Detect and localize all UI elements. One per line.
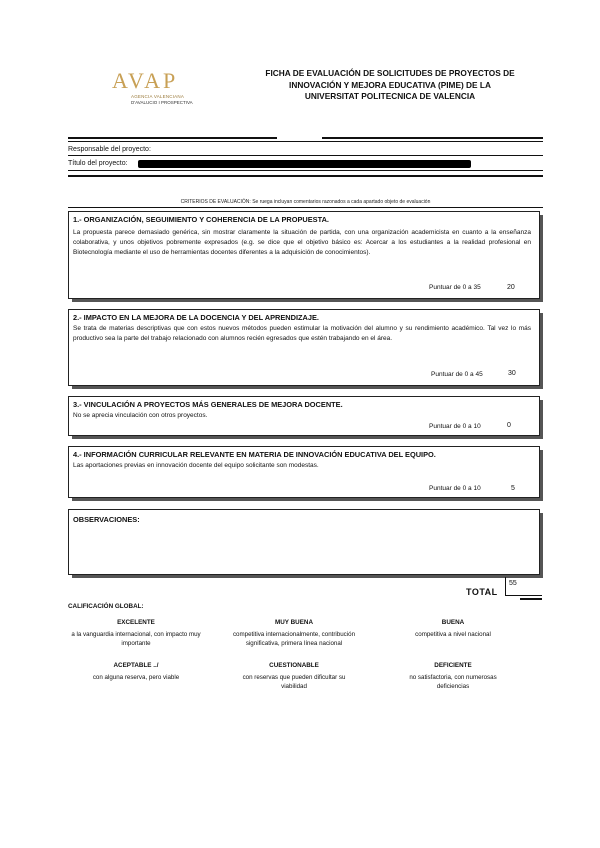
score-value[interactable]: 20 xyxy=(507,284,515,291)
grade-description: no satisfactoria, con numerosas deficiencias xyxy=(409,674,497,690)
criterios-note: CRITERIOS DE EVALUACIÓN: Se ruega incluyan comentarios razonados a cada apartado objeto de evaluación xyxy=(180,199,431,205)
responsable-label: Responsable del proyecto: xyxy=(68,146,151,153)
score-label: Puntuar de 0 a 45 xyxy=(431,371,483,378)
grade-name: ACEPTABLE ../ xyxy=(113,662,159,669)
section-vinculacion xyxy=(68,396,540,436)
logo-agency-subtitle: D'AVALUCIO I PROSPECTIVA xyxy=(131,100,193,105)
divider xyxy=(68,137,277,139)
grade-muy-buena[interactable] xyxy=(214,619,374,648)
section-title: 1.- ORGANIZACIÓN, SEGUIMIENTO Y COHERENCIA DE LA PROPUESTA. xyxy=(73,215,329,224)
total-label: TOTAL xyxy=(466,587,498,597)
logo-agency-name: AGENCIA VALENCIANA xyxy=(131,94,185,99)
grade-buena[interactable] xyxy=(373,619,533,640)
grade-description: competitiva internacionalmente, contribución significativa, primera línea nacional xyxy=(232,631,356,647)
grade-description: a la vanguardia internacional, con impacto muy importante xyxy=(71,631,201,647)
section-title: 3.- VINCULACIÓN A PROYECTOS MÁS GENERALES DE MEJORA DOCENTE. xyxy=(73,400,343,409)
section-comment: La propuesta parece demasiado genérica, sin mostrar claramente la situación de partida, con una organización academicista en cuanto a la enseñanza colaborativa, y unos objetivos pobremente expresados (e.g. se dice que el objetivo básico es: Acercar a los estudiantes a la realidad profesional en Biotecnología mediante el uso de herramientas docentes diferentes a la adquisición de conocimientos). xyxy=(73,229,531,256)
calificacion-title: CALIFICACIÓN GLOBAL: xyxy=(68,603,144,610)
grade-description: competitiva a nivel nacional xyxy=(415,631,491,638)
grade-aceptable[interactable] xyxy=(56,662,216,683)
score-label: Puntuar de 0 a 10 xyxy=(429,423,481,430)
section-comment: No se aprecia vinculación con otros proyectos. xyxy=(73,412,208,419)
document-title xyxy=(240,68,540,103)
grade-name: BUENA xyxy=(441,619,465,626)
titulo-label: Título del proyecto: xyxy=(68,160,128,167)
section-comment: Se trata de materias descriptivas que con estos nuevos métodos pueden estimular la motivación del alumno y su rendimiento académico. Tal vez lo más productivo sea la parte del trabajo relacionado con alumnos recién egresados que estén trabajando en el área. xyxy=(73,325,531,342)
divider xyxy=(68,155,543,156)
section-impacto xyxy=(68,309,540,386)
divider xyxy=(520,598,542,600)
logo-mark: AVAP xyxy=(112,68,179,93)
score-label: Puntuar de 0 a 35 xyxy=(429,284,481,291)
section-title: 4.- INFORMACIÓN CURRICULAR RELEVANTE EN MATERIA DE INNOVACIÓN EDUCATIVA DEL EQUIPO. xyxy=(73,450,436,459)
divider xyxy=(68,170,543,171)
grade-description: con alguna reserva, pero viable xyxy=(92,674,180,681)
title-line-3: UNIVERSITAT POLITECNICA DE VALENCIA xyxy=(304,91,476,101)
divider xyxy=(68,207,543,208)
grade-description: con reservas que pueden dificultar su viabilidad xyxy=(242,674,346,690)
observaciones-title: OBSERVACIONES: xyxy=(73,515,140,524)
grade-name: DEFICIENTE xyxy=(434,662,472,669)
divider xyxy=(322,137,543,139)
grade-cuestionable[interactable] xyxy=(214,662,374,691)
divider xyxy=(505,595,542,596)
grade-name: MUY BUENA xyxy=(274,619,314,626)
section-title: 2.- IMPACTO EN LA MEJORA DE LA DOCENCIA Y DEL APRENDIZAJE. xyxy=(73,313,319,322)
divider xyxy=(68,141,543,142)
title-line-1: FICHA DE EVALUACIÓN DE SOLICITUDES DE PROYECTOS DE xyxy=(265,68,515,78)
grade-name: CUESTIONABLE xyxy=(269,662,319,669)
section-informacion-curricular xyxy=(68,446,540,498)
divider xyxy=(505,577,506,595)
score-label: Puntuar de 0 a 10 xyxy=(429,485,481,492)
grade-name: EXCELENTE xyxy=(117,619,155,626)
divider xyxy=(68,175,543,177)
score-value[interactable]: 5 xyxy=(511,485,515,492)
title-line-2: INNOVACIÓN Y MEJORA EDUCATIVA (PIME) DE LA xyxy=(289,79,491,90)
grade-excelente[interactable] xyxy=(56,619,216,648)
score-value[interactable]: 0 xyxy=(507,422,511,429)
section-organizacion xyxy=(68,211,540,299)
total-value: 55 xyxy=(509,580,517,587)
observaciones-box[interactable] xyxy=(68,509,540,575)
section-comment: Las aportaciones previas en innovación docente del equipo solicitante son modestas. xyxy=(73,462,319,469)
redacted-title xyxy=(138,160,471,168)
score-value[interactable]: 30 xyxy=(508,370,516,377)
grade-deficiente[interactable] xyxy=(373,662,533,691)
